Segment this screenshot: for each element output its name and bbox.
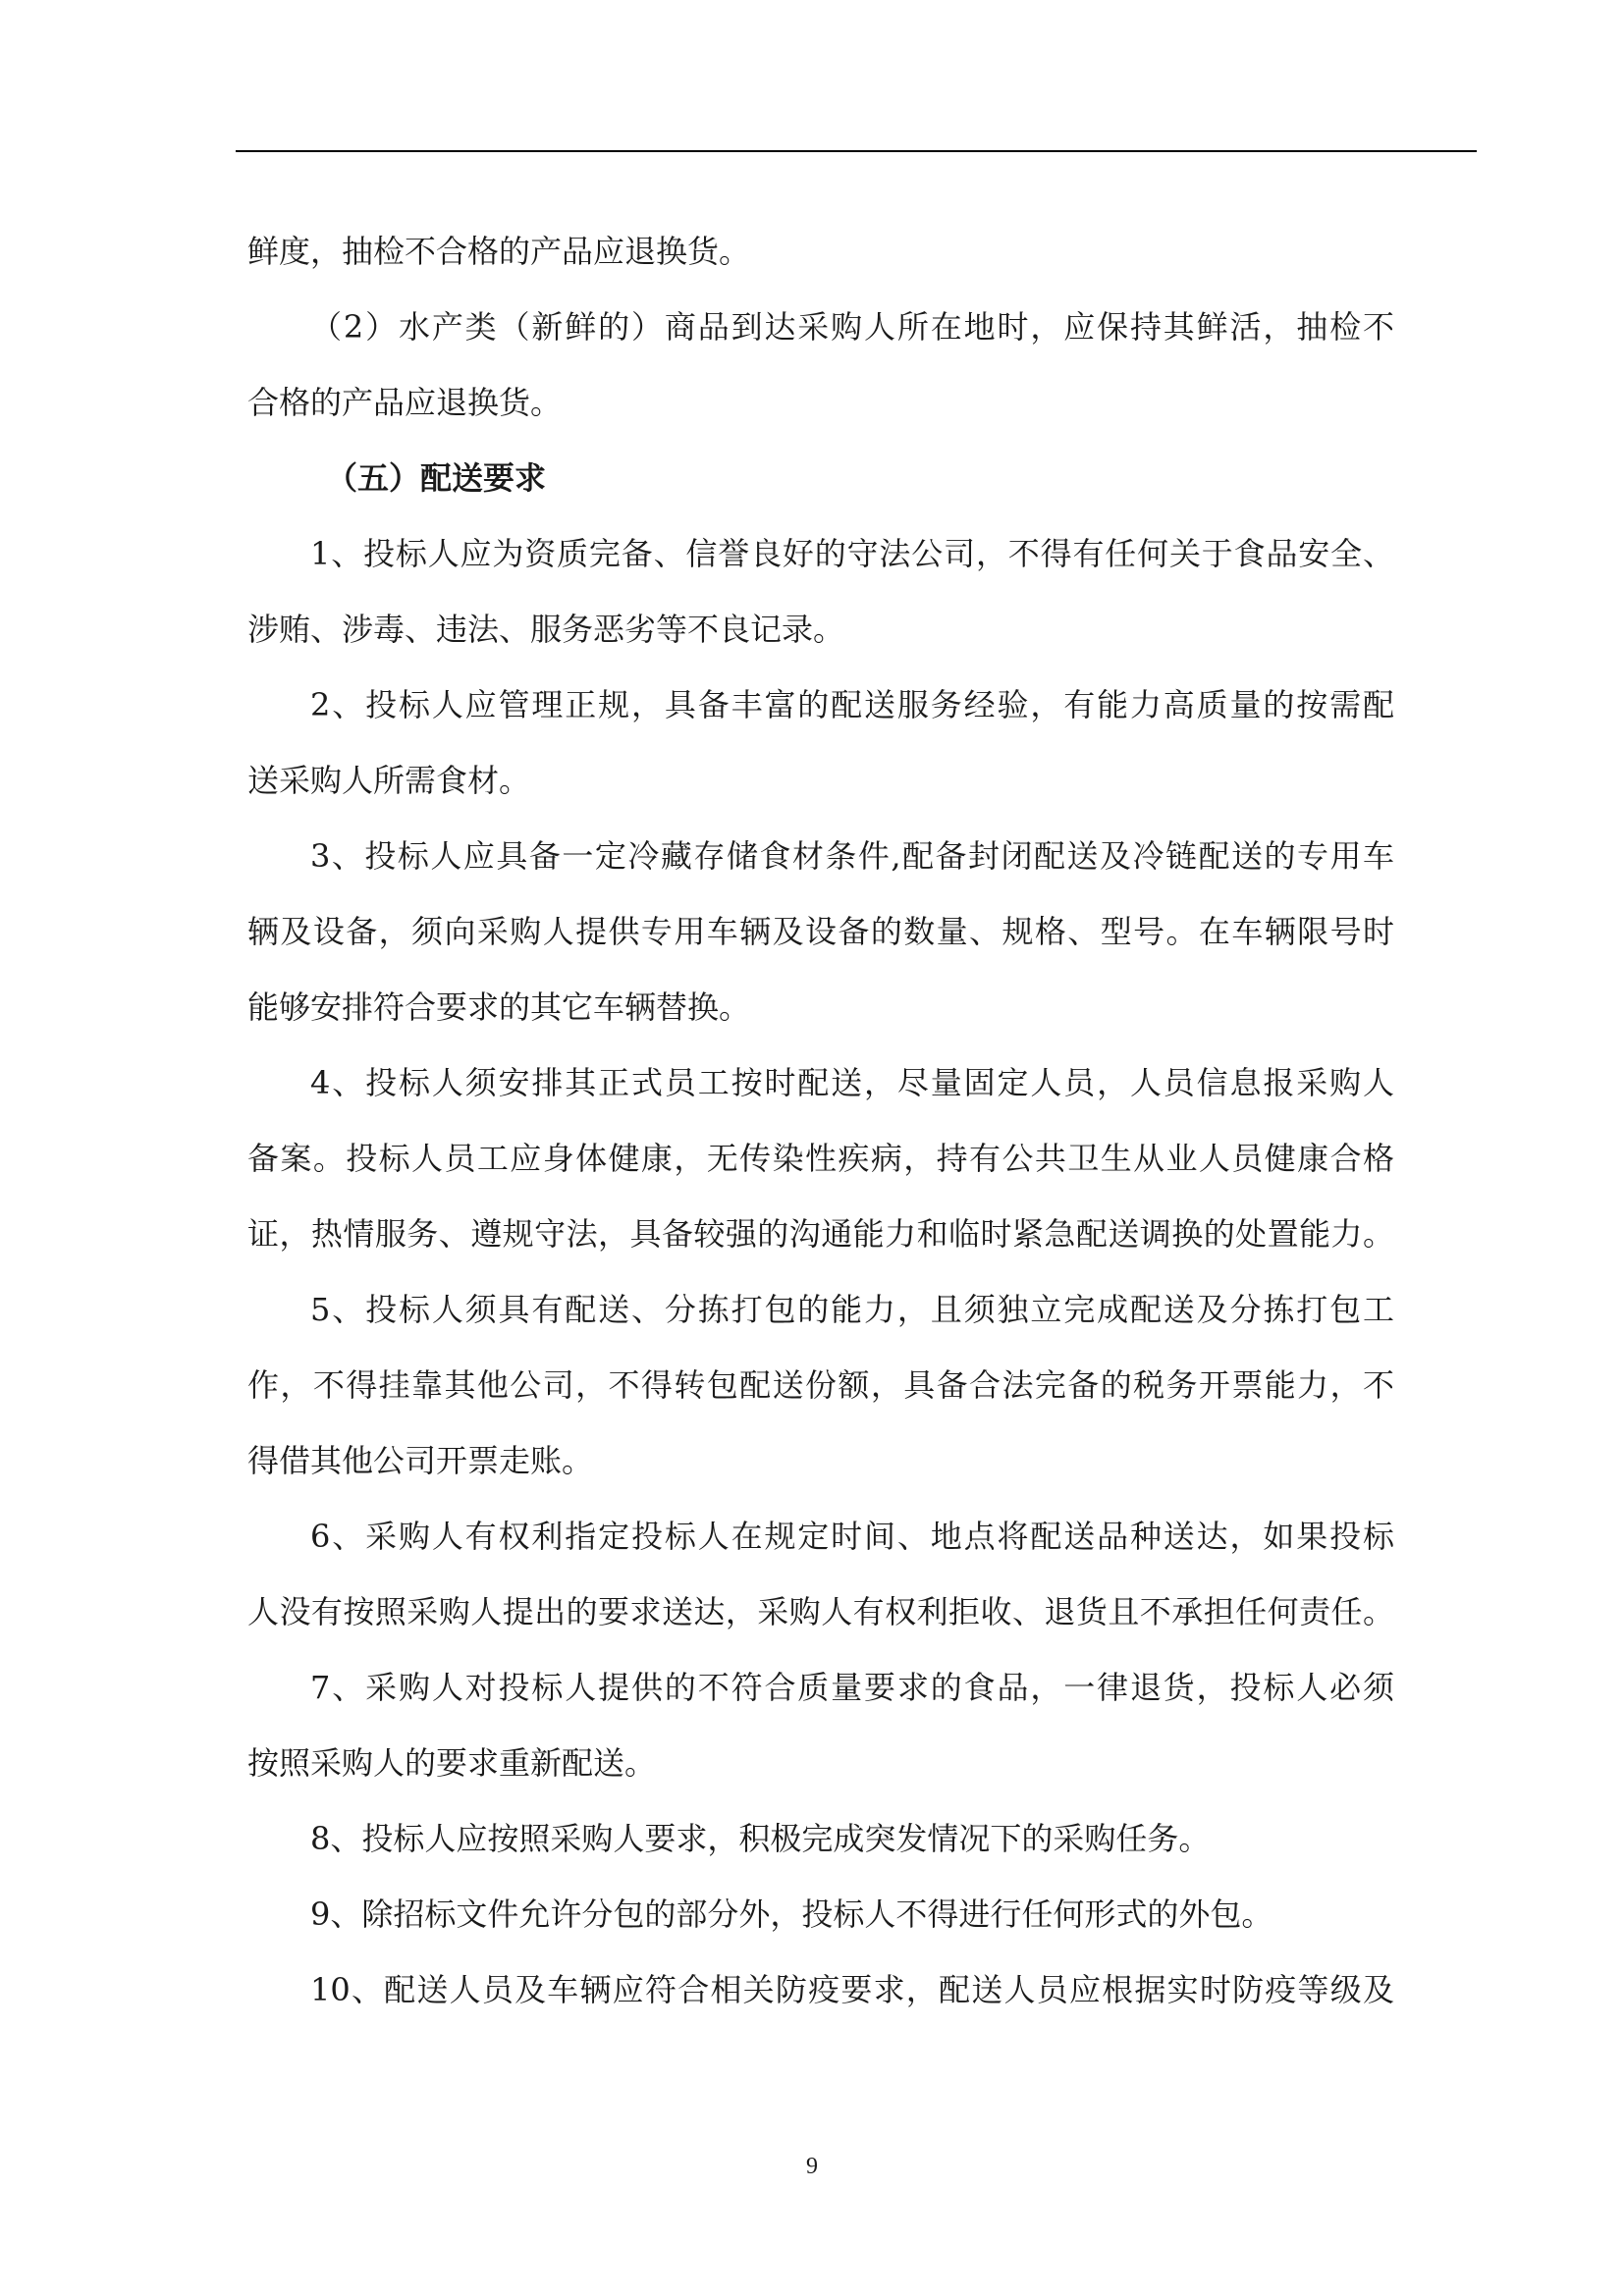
paragraph-line: 人没有按照采购人提出的要求送达，采购人有权利拒收、退货且不承担任何责任。 (247, 1593, 1394, 1630)
paragraph-line: （2）水产类（新鲜的）商品到达采购人所在地时，应保持其鲜活，抽检不 (310, 308, 1394, 346)
section-heading: （五）配送要求 (326, 459, 547, 497)
paragraph-line: 鲜度，抽检不合格的产品应退换货。 (247, 233, 751, 270)
paragraph-line: 9、除招标文件允许分包的部分外，投标人不得进行任何形式的外包。 (310, 1896, 1273, 1933)
paragraph-line: 合格的产品应退换货。 (247, 384, 563, 421)
paragraph-line: 6、采购人有权利指定投标人在规定时间、地点将配送品种送达，如果投标 (310, 1518, 1394, 1555)
paragraph-line: 10、配送人员及车辆应符合相关防疫要求，配送人员应根据实时防疫等级及 (310, 1971, 1394, 2008)
paragraph-line: 8、投标人应按照采购人要求，积极完成突发情况下的采购任务。 (310, 1820, 1211, 1857)
paragraph-line: 4、投标人须安排其正式员工按时配送，尽量固定人员，人员信息报采购人 (310, 1064, 1394, 1101)
page-number: 9 (806, 2154, 818, 2179)
paragraph-line: 辆及设备，须向采购人提供专用车辆及设备的数量、规格、型号。在车辆限号时 (247, 913, 1394, 950)
paragraph-line: 证，热情服务、遵规守法，具备较强的沟通能力和临时紧急配送调换的处置能力。 (247, 1215, 1394, 1253)
paragraph-line: 2、投标人应管理正规，具备丰富的配送服务经验，有能力高质量的按需配 (310, 686, 1394, 723)
paragraph-line: 1、投标人应为资质完备、信誉良好的守法公司，不得有任何关于食品安全、 (310, 535, 1394, 572)
paragraph-line: 备案。投标人员工应身体健康，无传染性疾病，持有公共卫生从业人员健康合格 (247, 1140, 1394, 1177)
paragraph-line: 5、投标人须具有配送、分拣打包的能力，且须独立完成配送及分拣打包工 (310, 1291, 1394, 1328)
paragraph-line: 按照采购人的要求重新配送。 (247, 1744, 657, 1782)
paragraph-line: 送采购人所需食材。 (247, 762, 531, 799)
paragraph-line: 能够安排符合要求的其它车辆替换。 (247, 988, 751, 1026)
paragraph-line: 3、投标人应具备一定冷藏存储食材条件,配备封闭配送及冷链配送的专用车 (310, 837, 1394, 875)
header-rule (236, 150, 1477, 152)
paragraph-line: 作，不得挂靠其他公司，不得转包配送份额，具备合法完备的税务开票能力，不 (247, 1366, 1394, 1404)
paragraph-line: 7、采购人对投标人提供的不符合质量要求的食品，一律退货，投标人必须 (310, 1669, 1394, 1706)
paragraph-line: 涉贿、涉毒、违法、服务恶劣等不良记录。 (247, 611, 845, 648)
paragraph-line: 得借其他公司开票走账。 (247, 1442, 594, 1479)
document-body (247, 214, 1394, 2028)
